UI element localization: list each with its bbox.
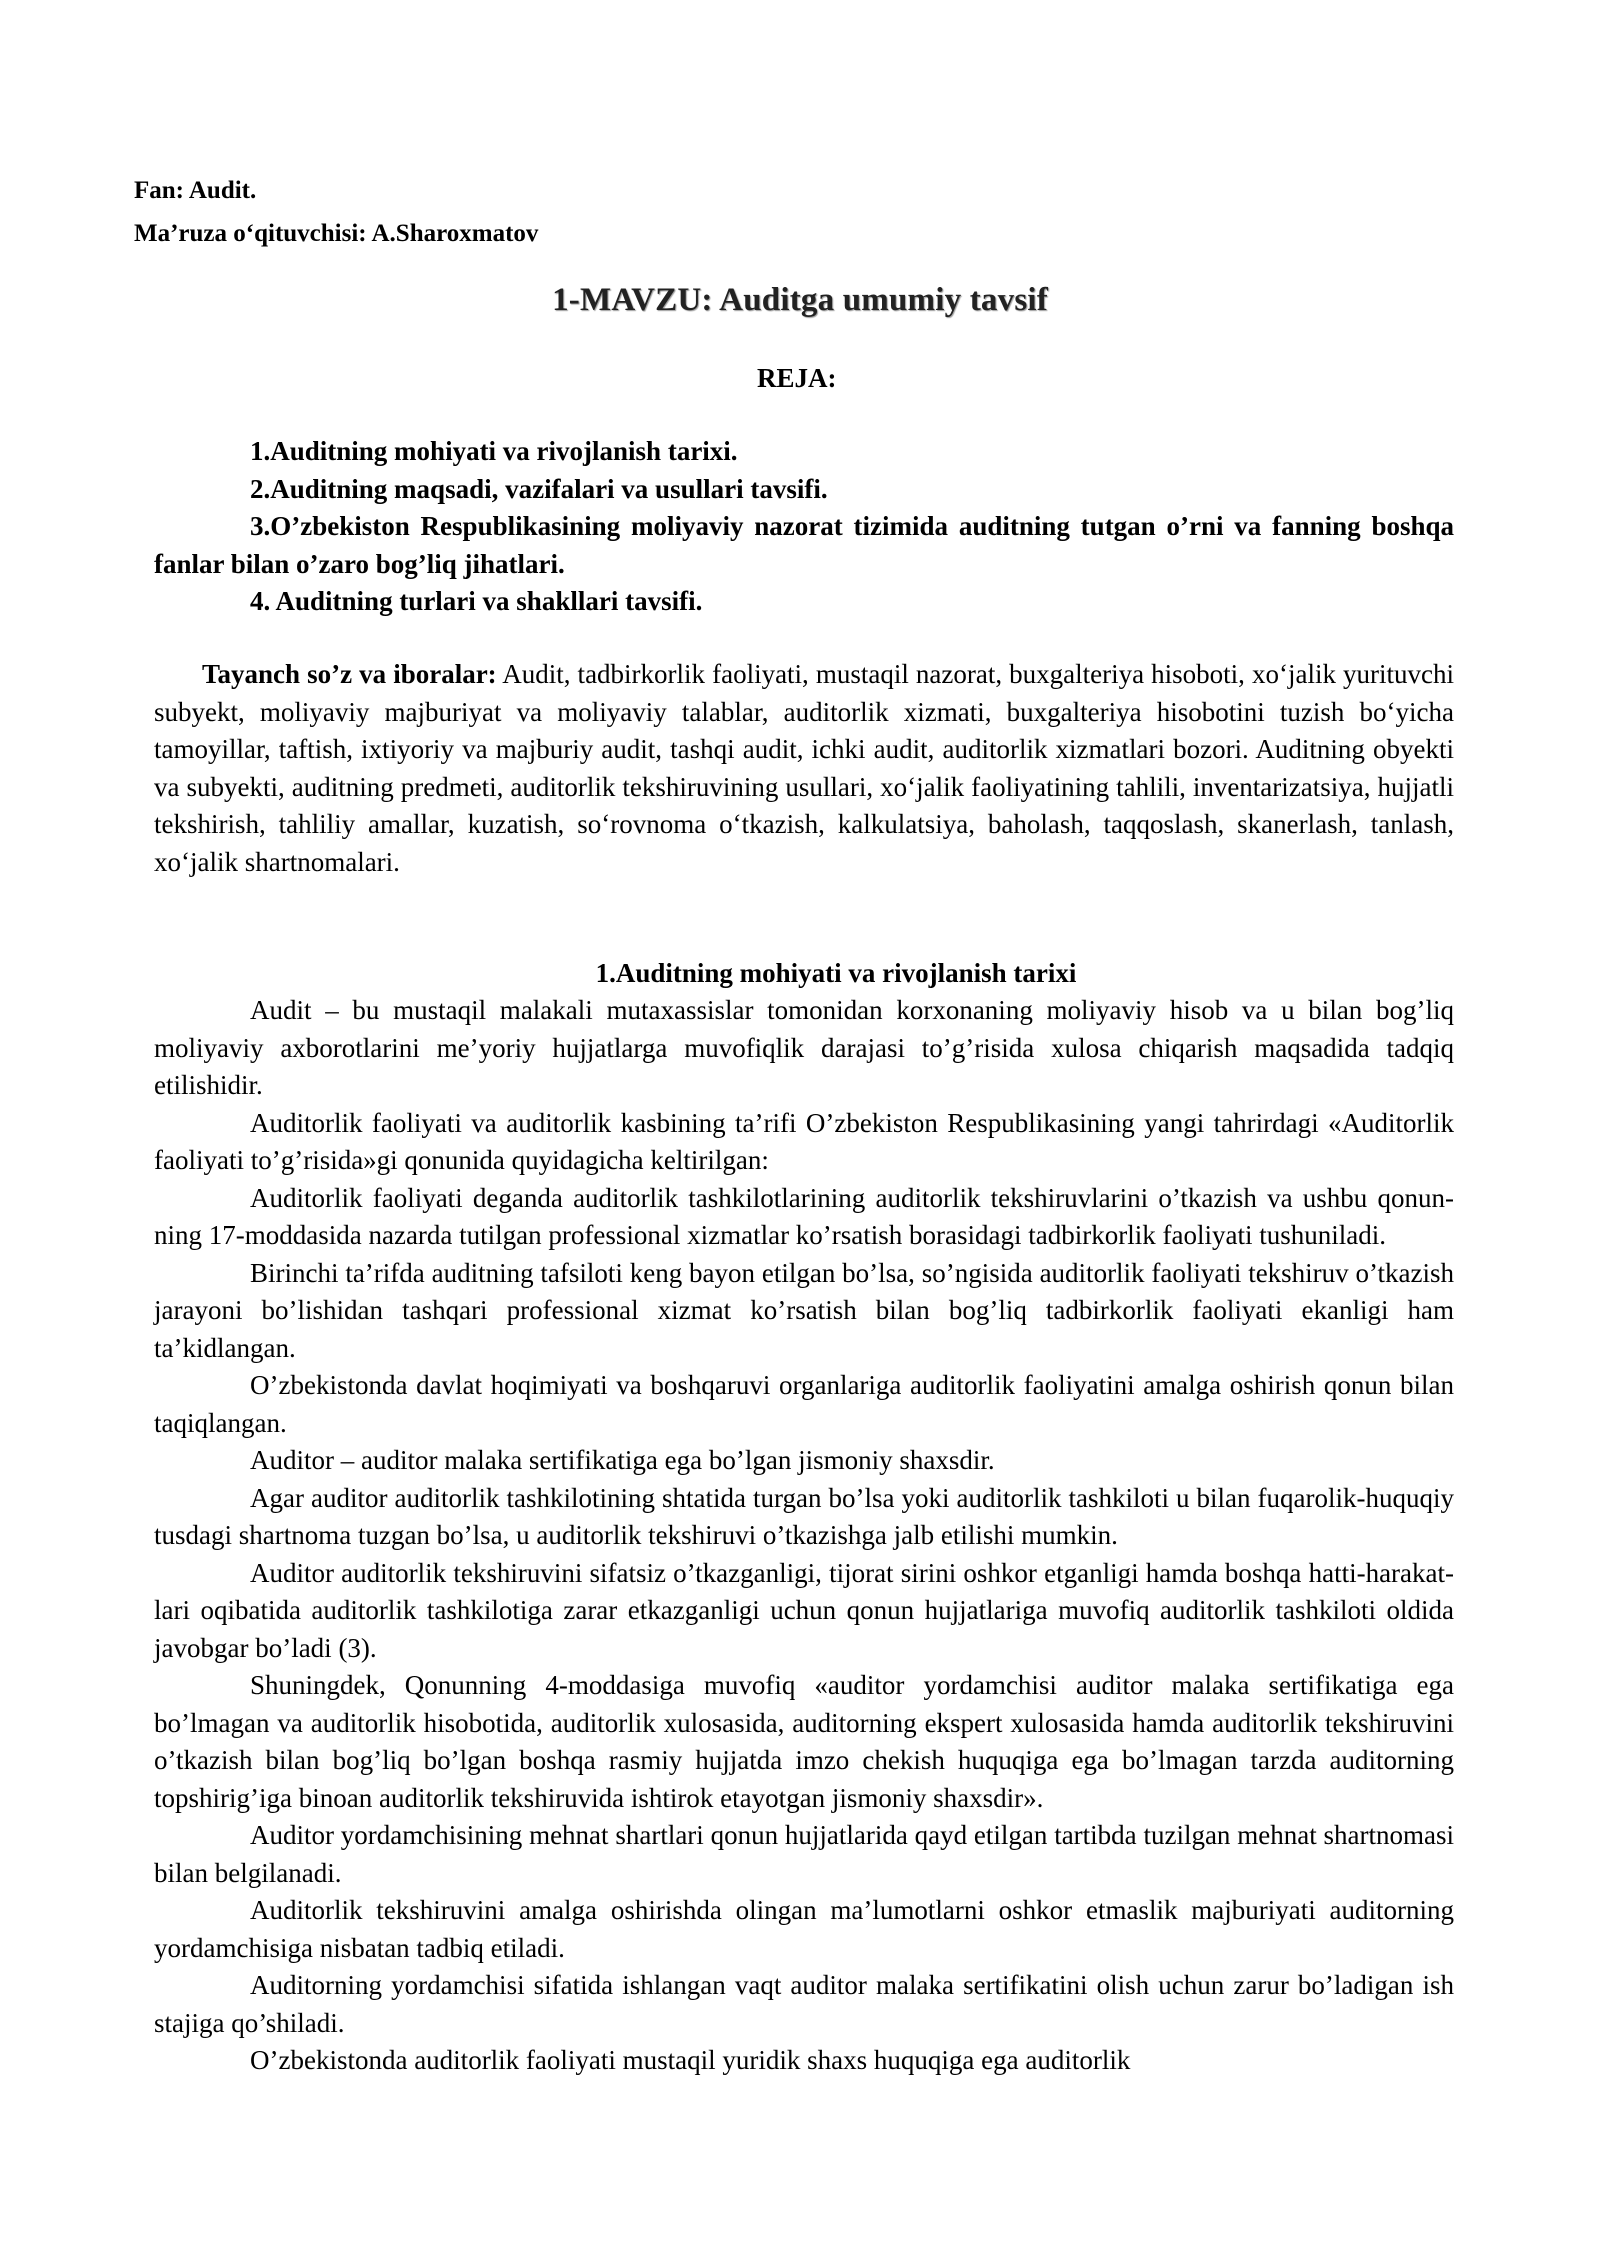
plan-item: 1.Auditning mohiyati va rivojlanish tarixi.	[250, 436, 738, 466]
paragraph: Shuningdek, Qonunning 4-moddasiga muvofiq «auditor yordamchisi auditor malaka sertifikatiga ega bo’lmagan va auditorlik hisobotida, auditorlik xulosasida, auditorning ekspert xulosasida hamda auditorlik tekshiruvini o’tkazish bilan bog’liq bo’lgan boshqa rasmiy hujjatda imzo chekish huquqiga ega bo’lmagan tarzda auditorning topshirig’iga binoan auditorlik tekshiruvida ishtirok etayotgan jismoniy shaxsdir».	[154, 1670, 1454, 1813]
paragraph: Auditor yordamchisining mehnat shartlari qonun hujjatlarida qayd etilgan tartibda tuzilgan mehnat shartnomasi bilan belgilanadi.	[154, 1820, 1454, 1888]
plan-item: 2.Auditning maqsadi, vazifalari va usullari tavsifi.	[250, 473, 828, 504]
plan-item: 4. Auditning turlari va shakllari tavsifi.	[250, 586, 703, 616]
paragraph: Auditorlik tekshiruvini amalga oshirishda olingan ma’lumotlarni oshkor etmaslik majburiyati auditorning yordamchisiga nisbatan tadbiq etiladi.	[154, 1895, 1454, 1963]
paragraph: O’zbekistonda davlat hoqimiyati va boshqaruvi organlariga auditorlik faoliyatini amalga oshirish qonun bilan taqiqlangan.	[154, 1370, 1454, 1438]
paragraph: Auditor auditorlik tekshiruvini sifatsiz o’tkazganligi, tijorat sirini oshkor etganligi hamda boshqa hatti-harakat-lari oqibatida auditorlik tashkilotiga zarar etkazganligi uchun qonun hujjatlariga muvofiq auditorlik tashkiloti oldida javobgar bo’ladi (3).	[154, 1557, 1454, 1663]
plan-item: 3.O’zbekiston Respublikasining moliyaviy nazorat tizimida auditning tutgan o’rni va fanning boshqa fanlar bilan o’zaro bog’liq jihatlari.	[154, 511, 1454, 579]
section-heading-text: 1.Auditning mohiyati va rivojlanish tarixi	[595, 958, 1077, 988]
paragraph: Agar auditor auditorlik tashkilotining shtatida turgan bo’lsa yoki auditorlik tashkiloti u bilan fuqarolik-huquqiy tusdagi shartnoma tuzgan bo’lsa, u auditorlik tekshiruvi o’tkazishga jalb etilishi mumkin.	[154, 1482, 1454, 1550]
page-title: 1-MAVZU: Auditga umumiy tavsif	[552, 282, 1048, 318]
lecturer-line: Ma’ruza o‘qituvchisi: A.Sharoxmatov	[134, 220, 539, 247]
plan-heading: REJA:	[757, 363, 837, 393]
section-body	[154, 992, 1454, 2080]
paragraph: Auditorlik faoliyati va auditorlik kasbining ta’rifi O’zbekiston Respublikasining yangi tahrirdagi «Auditorlik faoliyati to’g’risida»gi qonunida quyidagicha keltirilgan:	[154, 1107, 1454, 1175]
paragraph: O’zbekistonda auditorlik faoliyati mustaqil yuridik shaxs huquqiga ega auditorlik	[250, 2045, 1131, 2075]
paragraph: Birinchi ta’rifda auditning tafsiloti keng bayon etilgan bo’lsa, so’ngisida auditorlik faoliyati tekshiruv o’tkazish jarayoni bo’lishidan tashqari professional xizmat ko’rsatish bilan bog’liq tadbirkorlik faoliyati ekanligi ham ta’kidlangan.	[154, 1257, 1454, 1363]
plan-list	[154, 433, 1454, 621]
paragraph: Auditor – auditor malaka sertifikatiga ega bo’lgan jismoniy shaxsdir.	[250, 1445, 995, 1475]
keywords-text: Audit, tadbirkorlik faoliyati, mustaqil nazorat, buxgalteriya hisoboti, xo‘jalik yurituvchi subyekt, moliyaviy majburiyat va moliyaviy talablar, auditorlik xizmati, buxgalteriya hisobotini tuzish bo‘yicha tamoyillar, taftish, ixtiyoriy va majburiy audit, tashqi audit, ichki audit, auditorlik xizmatlari bozori. Auditning obyekti va subyekti, auditning predmeti, auditorlik tekshiruvining usullari, xo‘jalik faoliyatining tahlili, inventarizatsiya, hujjatli tekshirish, tahliliy amallar, kuzatish, so‘rovnoma o‘tkazish, kalkulatsiya, baholash, taqqoslash, skanerlash, tanlash, xo‘jalik shartnomalari.	[154, 659, 1454, 877]
paragraph: Audit – bu mustaqil malakali mutaxassislar tomonidan korxonaning moliyaviy hisob va u bilan bog’liq moliyaviy axborotlarini me’yoriy hujjatlarga muvofiqlik darajasi to’g’risida xulosa chiqarish maqsadida tadqiq etilishidir.	[154, 995, 1454, 1100]
keywords-paragraph	[154, 656, 1454, 881]
keywords-label: Tayanch so’z va iboralar:	[202, 659, 497, 689]
paragraph: Auditorning yordamchisi sifatida ishlangan vaqt auditor malaka sertifikatini olish uchun zarur bo’ladigan ish stajiga qo’shiladi.	[154, 1970, 1454, 2038]
subject-line: Fan: Audit.	[134, 177, 257, 204]
section-heading	[0, 955, 1600, 993]
paragraph: Auditorlik faoliyati deganda auditorlik tashkilotlarining auditorlik tekshiruvlarini o’tkazish va ushbu qonun-ning 17-moddasida nazarda tutilgan professional xizmatlar ko’rsatish borasidagi tadbirkorlik faoliyati tushuniladi.	[154, 1182, 1454, 1250]
